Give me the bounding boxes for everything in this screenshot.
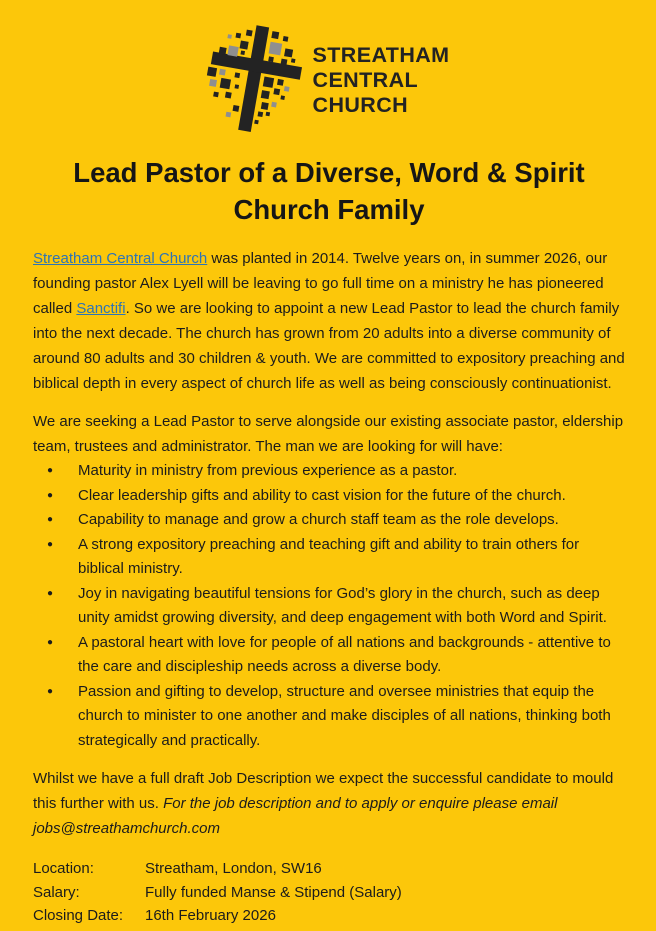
detail-value: 16th February 2026 (145, 907, 276, 924)
church-name (313, 43, 450, 118)
detail-value: Streatham, London, SW16 (145, 860, 322, 877)
detail-label: Location: (33, 860, 94, 877)
list-item: ● A strong expository preaching and teaching gift and ability to train others for biblical ministry. (33, 533, 625, 582)
seeking-paragraph: We are seeking a Lead Pastor to serve alongside our existing associate pastor, eldership team, trustees and administrator. The man we are looking for will have: (33, 413, 624, 455)
closing-paragraph (33, 766, 625, 841)
intro-paragraph (33, 246, 625, 396)
list-item: ● Joy in navigating beautiful tensions for God’s glory in the church, such as deep unity amidst growing diversity, and deep engagement with both Word and Spirit. (33, 582, 625, 631)
list-item: ● Maturity in ministry from previous experience as a pastor. (33, 459, 625, 484)
streatham-central-church-link[interactable]: Streatham Central Church (33, 250, 208, 267)
church-logo (33, 22, 625, 138)
requirements-list (33, 459, 625, 753)
sanctifi-link[interactable]: Sanctifi (76, 300, 126, 317)
church-name-line3: CHURCH (312, 92, 409, 117)
body-copy (33, 246, 625, 928)
intro-text-1: was planted in 2014. Twelve years on, in summer 2026, our founding pastor Alex Lyell will be leaving to go full time on a ministry he has pioneered called (33, 250, 608, 317)
detail-label: Closing Date: (33, 907, 124, 924)
list-item: ● Clear leadership gifts and ability to cast vision for the future of the church. (33, 484, 625, 509)
page-title-line1: Lead Pastor of a Diverse, Word & Spirit (73, 157, 585, 188)
page-title-line2: Church Family (233, 194, 425, 225)
page-title (33, 154, 625, 228)
detail-label: Salary: (33, 883, 80, 901)
intro-text-2: . So we are looking to appoint a new Lead Pastor to lead the church family into the next decade. The church has grown from 20 adults into a diverse community of around 80 adults and 30 children & youth. We are committed to expository preaching and biblical depth in every aspect of church life as well as being consciously continuationist. (33, 300, 625, 392)
mosaic-cross-icon (199, 23, 307, 137)
closing-text-normal: Whilst we have a full draft Job Description we expect the successful candidate to mould this further with us. (33, 770, 614, 812)
list-item: ● Passion and gifting to develop, structure and oversee ministries that equip the church to minister to one another and make disciples of all nations, thinking both strategically and practically. (33, 680, 625, 754)
list-item: ● A pastoral heart with love for people of all nations and backgrounds - attentive to the care and discipleship needs across a diverse body. (33, 631, 625, 680)
detail-row-location (33, 857, 625, 881)
job-details (33, 857, 625, 928)
detail-row-closing-date (33, 904, 625, 928)
list-item: ● Capability to manage and grow a church staff team as the role develops. (33, 508, 625, 533)
closing-text-italic: For the job description and to apply or enquire please email jobs@streathamchurch.com (33, 795, 558, 837)
church-name-line2: CENTRAL (312, 67, 419, 92)
detail-value: Fully funded Manse & Stipend (Salary) (145, 883, 402, 901)
detail-row-salary (33, 881, 625, 905)
church-name-line1: STREATHAM (312, 42, 450, 67)
